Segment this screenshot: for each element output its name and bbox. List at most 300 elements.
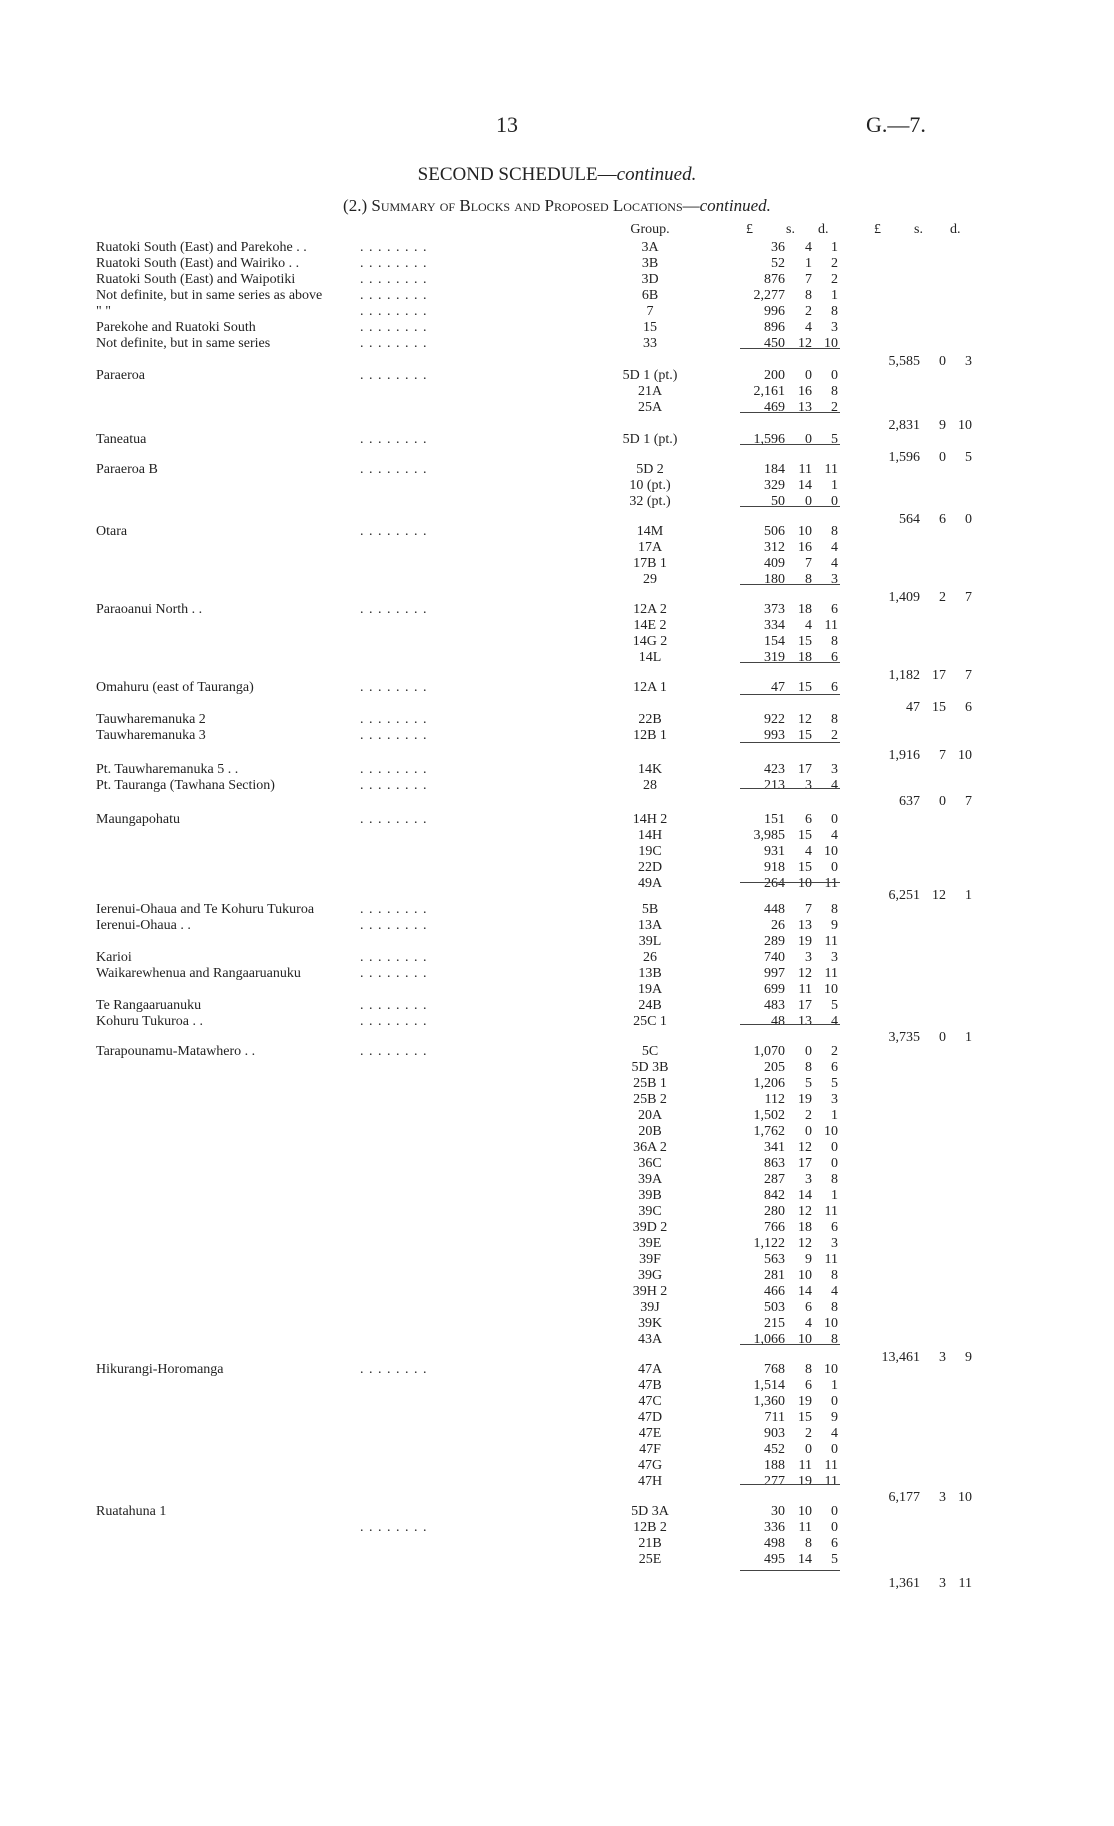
shillings-value: 4 [805,1316,812,1331]
group-number: 47F [639,1442,661,1457]
dot-leader: . . . . . . . . [360,812,428,827]
pounds-value: 329 [764,478,785,493]
dot-leader: . . . . . . . . [360,680,428,695]
shillings-value: 10 [798,876,812,891]
block-name: Te Rangaaruanuku [96,998,202,1013]
shillings-value: 7 [805,902,812,917]
total-pounds: 1,409 [888,590,920,605]
table-row [0,1156,1114,1172]
dot-leader: . . . . . . . . [360,1520,428,1535]
total-pounds-column-header: £ [874,222,881,237]
table-row [0,432,1114,448]
pounds-value: 112 [764,1092,785,1107]
group-number: 33 [643,336,657,351]
dot-leader: . . . . . . . . [360,728,428,743]
pence-value: 0 [831,860,838,875]
shillings-value: 12 [798,1236,812,1251]
pence-value: 4 [831,540,838,555]
group-number: 47G [637,1458,663,1473]
subtotal-rule [740,1484,840,1485]
pence-value: 8 [831,304,838,319]
pounds-value: 48 [771,1014,785,1029]
pence-value: 0 [831,1504,838,1519]
shillings-value: 11 [798,1458,812,1473]
dot-leader: . . . . . . . . [360,524,428,539]
table-row [0,400,1114,416]
block-name: Tauwharemanuka 3 [96,728,206,743]
table-row [0,902,1114,918]
pence-value: 2 [831,728,838,743]
dot-leader: . . . . . . . . [360,462,428,477]
table-row [0,1316,1114,1332]
table-row [0,966,1114,982]
block-name: Parekohe and Ruatoki South [96,320,256,335]
shillings-value: 4 [805,240,812,255]
table-row [0,1044,1114,1060]
dot-leader: . . . . . . . . [360,320,428,335]
group-number: 5D 3A [631,1504,669,1519]
shillings-value: 8 [805,572,812,587]
table-row [0,1378,1114,1394]
pence-value: 1 [831,1188,838,1203]
group-number: 47D [637,1410,663,1425]
table-row [0,650,1114,666]
dot-leader: . . . . . . . . [360,1014,428,1029]
shillings-value: 18 [798,602,812,617]
paper-reference: G.—7. [866,112,926,137]
pence-value: 10 [824,982,838,997]
table-row [0,634,1114,650]
total-shillings: 3 [939,1490,946,1505]
total-pounds: 3,735 [888,1030,920,1045]
shillings-value: 11 [798,982,812,997]
group-number: 36A 2 [633,1140,667,1155]
pence-value: 1 [831,1378,838,1393]
table-row [0,1268,1114,1284]
shillings-value: 12 [798,1204,812,1219]
subtotal-rule [740,662,840,663]
group-number: 5D 1 (pt.) [622,432,678,447]
pounds-value: 997 [764,966,785,981]
subtotal-rule [740,742,840,743]
group-number: 21B [638,1536,662,1551]
pence-value: 0 [831,1140,838,1155]
table-row [0,256,1114,272]
pence-value: 0 [831,812,838,827]
shillings-value: 10 [798,1504,812,1519]
total-shillings: 3 [939,1350,946,1365]
pence-value: 4 [831,828,838,843]
total-pence: 7 [965,668,972,683]
pounds-value: 993 [764,728,785,743]
block-name: Waikarewhenua and Rangaaruanuku [96,966,301,981]
pounds-value: 448 [764,902,785,917]
table-row [0,368,1114,384]
pence-value: 3 [831,572,838,587]
pounds-value: 180 [764,572,785,587]
group-number: 39J [640,1300,660,1315]
total-shillings: 12 [932,888,946,903]
pence-value: 3 [831,950,838,965]
total-pence: 5 [965,450,972,465]
group-number: 47C [638,1394,662,1409]
pence-value: 6 [831,650,838,665]
dot-leader: . . . . . . . . [360,918,428,933]
pence-value: 3 [831,1092,838,1107]
pence-value: 8 [831,384,838,399]
group-number: 43A [637,1332,663,1347]
subtotal-row [0,590,1114,606]
shillings-value: 0 [805,1442,812,1457]
group-number: 5B [641,902,659,917]
pounds-value: 50 [771,494,785,509]
total-shillings: 15 [932,700,946,715]
shillings-value: 6 [805,1378,812,1393]
total-pence: 7 [965,590,972,605]
table-row [0,1108,1114,1124]
pence-value: 10 [824,1316,838,1331]
pence-value: 6 [831,1060,838,1075]
shillings-value: 3 [805,950,812,965]
total-shillings: 0 [939,794,946,809]
dot-leader: . . . . . . . . [360,902,428,917]
total-pounds: 47 [906,700,920,715]
dot-leader: . . . . . . . . [360,1044,428,1059]
group-number: 39D 2 [632,1220,668,1235]
table-row [0,540,1114,556]
table-row [0,1410,1114,1426]
group-number: 6B [641,288,659,303]
group-number: 17B 1 [633,556,667,571]
shillings-value: 8 [805,1060,812,1075]
group-number: 7 [646,304,654,319]
pounds-value: 334 [764,618,785,633]
dot-leader: . . . . . . . . [360,966,428,981]
pence-value: 4 [831,778,838,793]
summary-title-continued: continued. [699,196,771,215]
subtotal-rule [740,506,840,507]
subtotal-rule [740,412,840,413]
pounds-value: 452 [764,1442,785,1457]
pounds-value: 264 [764,876,785,891]
subtotal-row [0,354,1114,370]
pounds-value: 918 [764,860,785,875]
pence-value: 0 [831,1442,838,1457]
table-row [0,934,1114,950]
subtotal-row [0,1576,1114,1592]
total-pounds: 637 [899,794,920,809]
pounds-value: 1,070 [753,1044,785,1059]
total-pence: 3 [965,354,972,369]
table-row [0,1300,1114,1316]
pounds-value: 200 [764,368,785,383]
pounds-value: 36 [771,240,785,255]
total-pounds: 564 [899,512,920,527]
total-pounds: 13,461 [881,1350,920,1365]
subtotal-rule [740,1570,840,1571]
shillings-value: 10 [798,1268,812,1283]
pence-value: 4 [831,1284,838,1299]
subtotal-row [0,418,1114,434]
shillings-value: 2 [805,1426,812,1441]
subtotal-row [0,668,1114,684]
pounds-value: 215 [764,1316,785,1331]
pounds-value: 922 [764,712,785,727]
group-number: 25C 1 [633,1014,667,1029]
pence-value: 8 [831,634,838,649]
table-row [0,1204,1114,1220]
group-number: 29 [643,572,657,587]
table-row [0,556,1114,572]
pounds-value: 996 [764,304,785,319]
shillings-value: 16 [798,384,812,399]
shillings-value: 13 [798,918,812,933]
total-pence: 10 [958,748,972,763]
pence-value: 6 [831,1536,838,1551]
group-number: 20B [638,1124,662,1139]
dot-leader: . . . . . . . . [360,432,428,447]
pence-value: 8 [831,1332,838,1347]
summary-title [0,196,1114,216]
pounds-value: 876 [764,272,785,287]
pence-value: 5 [831,432,838,447]
shillings-value: 8 [805,288,812,303]
group-number: 47B [638,1378,662,1393]
group-number: 25E [638,1552,662,1567]
shillings-value: 16 [798,540,812,555]
shillings-value: 0 [805,1124,812,1139]
pence-value: 2 [831,256,838,271]
pounds-value: 205 [764,1060,785,1075]
subtotal-row [0,1350,1114,1366]
group-number: 39K [637,1316,663,1331]
shillings-value: 15 [798,860,812,875]
shillings-value: 12 [798,336,812,351]
total-shillings: 7 [939,748,946,763]
shillings-value: 17 [798,998,812,1013]
group-number: 10 (pt.) [629,478,671,493]
subtotal-rule [740,788,840,789]
table-row [0,1520,1114,1536]
table-row [0,1172,1114,1188]
shillings-value: 4 [805,844,812,859]
table-row [0,778,1114,794]
pence-value: 2 [831,272,838,287]
table-row [0,1220,1114,1236]
total-shillings: 3 [939,1576,946,1591]
pence-value: 2 [831,400,838,415]
total-pounds: 1,182 [888,668,920,683]
block-name: Ruatoki South (East) and Parekohe . . [96,240,307,255]
pence-value: 8 [831,902,838,917]
shillings-value: 11 [798,1520,812,1535]
dot-leader: . . . . . . . . [360,240,428,255]
pounds-value: 213 [764,778,785,793]
pounds-value: 506 [764,524,785,539]
subtotal-rule [740,348,840,349]
shillings-value: 9 [805,1252,812,1267]
group-number: 39G [637,1268,663,1283]
subtotal-row [0,1030,1114,1046]
shillings-value: 19 [798,934,812,949]
group-number: 3B [641,256,659,271]
shillings-value: 15 [798,634,812,649]
shillings-value: 0 [805,432,812,447]
group-number: 39E [638,1236,662,1251]
summary-title-main: Summary of Blocks and Proposed Locations— [371,196,700,215]
pounds-value: 768 [764,1362,785,1377]
table-row [0,336,1114,352]
group-number: 14G 2 [632,634,668,649]
table-row [0,812,1114,828]
summary-number: (2.) [343,196,372,215]
shillings-value: 14 [798,1552,812,1567]
total-pence: 1 [965,1030,972,1045]
shillings-column-header: s. [786,222,795,237]
table-row [0,1536,1114,1552]
pence-value: 11 [824,1204,838,1219]
table-row [0,950,1114,966]
shillings-value: 18 [798,1220,812,1235]
shillings-value: 15 [798,728,812,743]
subtotal-row [0,1490,1114,1506]
pence-value: 8 [831,712,838,727]
pence-value: 4 [831,556,838,571]
total-pence: 10 [958,1490,972,1505]
pence-value: 4 [831,1426,838,1441]
pounds-value: 3,985 [753,828,785,843]
pounds-value: 47 [771,680,785,695]
shillings-value: 14 [798,1188,812,1203]
shillings-value: 8 [805,1536,812,1551]
block-name: Otara [96,524,128,539]
group-number: 5D 2 [636,462,664,477]
total-pence-column-header: d. [950,222,961,237]
shillings-value: 19 [798,1474,812,1489]
group-number: 12A 1 [633,680,667,695]
pounds-value: 1,502 [753,1108,785,1123]
table-row [0,728,1114,744]
pounds-value: 1,360 [753,1394,785,1409]
block-name: Ierenui-Ohaua . . [96,918,191,933]
pounds-value: 336 [764,1520,785,1535]
pence-value: 5 [831,998,838,1013]
group-number: 32 (pt.) [629,494,671,509]
table-row [0,918,1114,934]
pence-value: 8 [831,1300,838,1315]
pence-value: 10 [824,1124,838,1139]
total-pence: 10 [958,418,972,433]
shillings-value: 19 [798,1394,812,1409]
shillings-value: 12 [798,712,812,727]
dot-leader: . . . . . . . . [360,1362,428,1377]
pence-value: 4 [831,1014,838,1029]
subtotal-row [0,794,1114,810]
pounds-value: 1,762 [753,1124,785,1139]
group-number: 19C [638,844,662,859]
total-shillings: 0 [939,354,946,369]
dot-leader: . . . . . . . . [360,304,428,319]
block-name: Kohuru Tukuroa . . [96,1014,203,1029]
block-name: Ruatahuna 1 [96,1504,167,1519]
shillings-value: 12 [798,1140,812,1155]
shillings-value: 17 [798,762,812,777]
shillings-value: 4 [805,618,812,633]
pence-value: 6 [831,1220,838,1235]
dot-leader: . . . . . . . . [360,336,428,351]
table-row [0,1426,1114,1442]
table-row [0,1504,1114,1520]
group-number: 39L [638,934,662,949]
pounds-value: 498 [764,1536,785,1551]
pounds-column-header: £ [746,222,753,237]
pence-value: 0 [831,1520,838,1535]
group-number: 5D 1 (pt.) [622,368,678,383]
pence-value: 1 [831,240,838,255]
table-row [0,1474,1114,1490]
group-number: 12B 1 [633,728,667,743]
pounds-value: 2,277 [753,288,785,303]
group-number: 47E [638,1426,662,1441]
group-number: 13B [638,966,662,981]
dot-leader: . . . . . . . . [360,602,428,617]
table-row [0,272,1114,288]
pence-value: 11 [824,618,838,633]
pounds-value: 281 [764,1268,785,1283]
shillings-value: 0 [805,1044,812,1059]
table-row [0,998,1114,1014]
shillings-value: 18 [798,650,812,665]
subtotal-rule [740,1024,840,1025]
pence-value: 11 [824,1474,838,1489]
pence-value: 0 [831,494,838,509]
group-number: 12B 2 [633,1520,667,1535]
dot-leader: . . . . . . . . [360,288,428,303]
shillings-value: 14 [798,478,812,493]
subtotal-row [0,450,1114,466]
pounds-value: 766 [764,1220,785,1235]
block-name: Pt. Tauranga (Tawhana Section) [96,778,275,793]
block-name: Tarapounamu-Matawhero . . [96,1044,256,1059]
group-number: 5C [641,1044,659,1059]
block-name: Omahuru (east of Tauranga) [96,680,254,695]
subtotal-row [0,512,1114,528]
total-pounds: 5,585 [888,354,920,369]
pence-value: 1 [831,1108,838,1123]
block-name: Paraoanui North . . [96,602,203,617]
dot-leader: . . . . . . . . [360,272,428,287]
subtotal-rule [740,882,840,883]
pence-value: 0 [831,1156,838,1171]
table-row [0,1014,1114,1030]
shillings-value: 10 [798,1332,812,1347]
dot-leader: . . . . . . . . [360,762,428,777]
subtotal-row [0,748,1114,764]
pence-value: 8 [831,1268,838,1283]
shillings-value: 7 [805,556,812,571]
dot-leader: . . . . . . . . [360,998,428,1013]
table-row [0,1236,1114,1252]
group-number: 21A [637,384,663,399]
dot-leader: . . . . . . . . [360,778,428,793]
pence-value: 11 [824,876,838,891]
pounds-value: 151 [764,812,785,827]
schedule-title [0,164,1114,186]
pence-value: 9 [831,1410,838,1425]
group-number: 39A [637,1172,663,1187]
shillings-value: 10 [798,524,812,539]
pence-value: 3 [831,762,838,777]
